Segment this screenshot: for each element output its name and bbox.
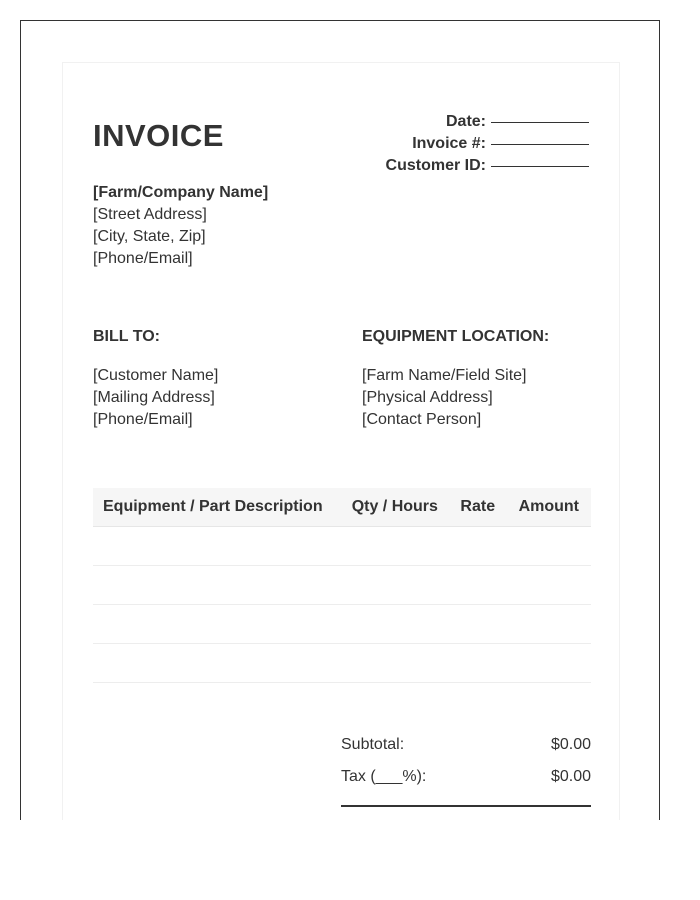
line-items-table xyxy=(93,488,591,683)
totals-divider xyxy=(341,805,591,807)
subtotal-label: Subtotal: xyxy=(341,736,405,753)
date-label: Date: xyxy=(445,113,486,130)
invoice-number-label: Invoice #: xyxy=(412,135,486,152)
company-name: [Farm/Company Name] xyxy=(93,184,269,201)
subtotal-row xyxy=(341,729,591,761)
rate-cell[interactable] xyxy=(450,566,506,605)
date-row xyxy=(386,111,589,133)
totals-block xyxy=(341,729,591,807)
customer-id-row xyxy=(386,155,589,177)
rate-cell[interactable] xyxy=(450,644,506,683)
invoice-sheet xyxy=(62,62,620,820)
company-info xyxy=(93,182,268,270)
invoice-number-row xyxy=(386,133,589,155)
company-street: [Street Address] xyxy=(93,206,207,223)
amount-cell[interactable] xyxy=(506,605,591,644)
qty-column-header: Qty / Hours xyxy=(340,488,450,527)
rate-cell[interactable] xyxy=(450,605,506,644)
description-column-header: Equipment / Part Description xyxy=(93,488,340,527)
equipment-location-site: [Farm Name/Field Site] xyxy=(362,367,527,384)
description-cell[interactable] xyxy=(93,527,340,566)
qty-cell[interactable] xyxy=(340,605,450,644)
invoice-meta xyxy=(386,111,589,177)
table-header-row xyxy=(93,488,591,527)
qty-cell[interactable] xyxy=(340,566,450,605)
amount-cell[interactable] xyxy=(506,644,591,683)
company-city: [City, State, Zip] xyxy=(93,228,206,245)
bill-to-contact: [Phone/Email] xyxy=(93,411,193,428)
company-contact: [Phone/Email] xyxy=(93,250,193,267)
table-row xyxy=(93,605,591,644)
description-cell[interactable] xyxy=(93,605,340,644)
page-frame xyxy=(20,20,660,820)
description-cell[interactable] xyxy=(93,566,340,605)
amount-column-header: Amount xyxy=(506,488,591,527)
amount-cell[interactable] xyxy=(506,527,591,566)
equipment-location-address: [Physical Address] xyxy=(362,389,493,406)
rate-cell[interactable] xyxy=(450,527,506,566)
tax-value: $0.00 xyxy=(550,768,591,785)
table-row xyxy=(93,644,591,683)
date-field-line[interactable] xyxy=(491,122,589,123)
customer-id-label: Customer ID: xyxy=(385,157,486,174)
equipment-location-details xyxy=(362,365,526,431)
qty-cell[interactable] xyxy=(340,527,450,566)
rate-column-header: Rate xyxy=(450,488,506,527)
equipment-location-contact: [Contact Person] xyxy=(362,411,482,428)
bill-to-heading: BILL TO: xyxy=(93,328,160,345)
invoice-number-field-line[interactable] xyxy=(491,144,589,145)
bill-to-address: [Mailing Address] xyxy=(93,389,215,406)
invoice-title: INVOICE xyxy=(93,118,224,153)
tax-row xyxy=(341,761,591,793)
tax-label: Tax (___%): xyxy=(341,768,427,785)
table-row xyxy=(93,566,591,605)
description-cell[interactable] xyxy=(93,644,340,683)
amount-cell[interactable] xyxy=(506,566,591,605)
bill-to-details xyxy=(93,365,218,431)
customer-id-field-line[interactable] xyxy=(491,166,589,167)
bill-to-name: [Customer Name] xyxy=(93,367,219,384)
table-row xyxy=(93,527,591,566)
subtotal-value: $0.00 xyxy=(550,736,591,753)
qty-cell[interactable] xyxy=(340,644,450,683)
equipment-location-heading: EQUIPMENT LOCATION: xyxy=(362,328,550,345)
